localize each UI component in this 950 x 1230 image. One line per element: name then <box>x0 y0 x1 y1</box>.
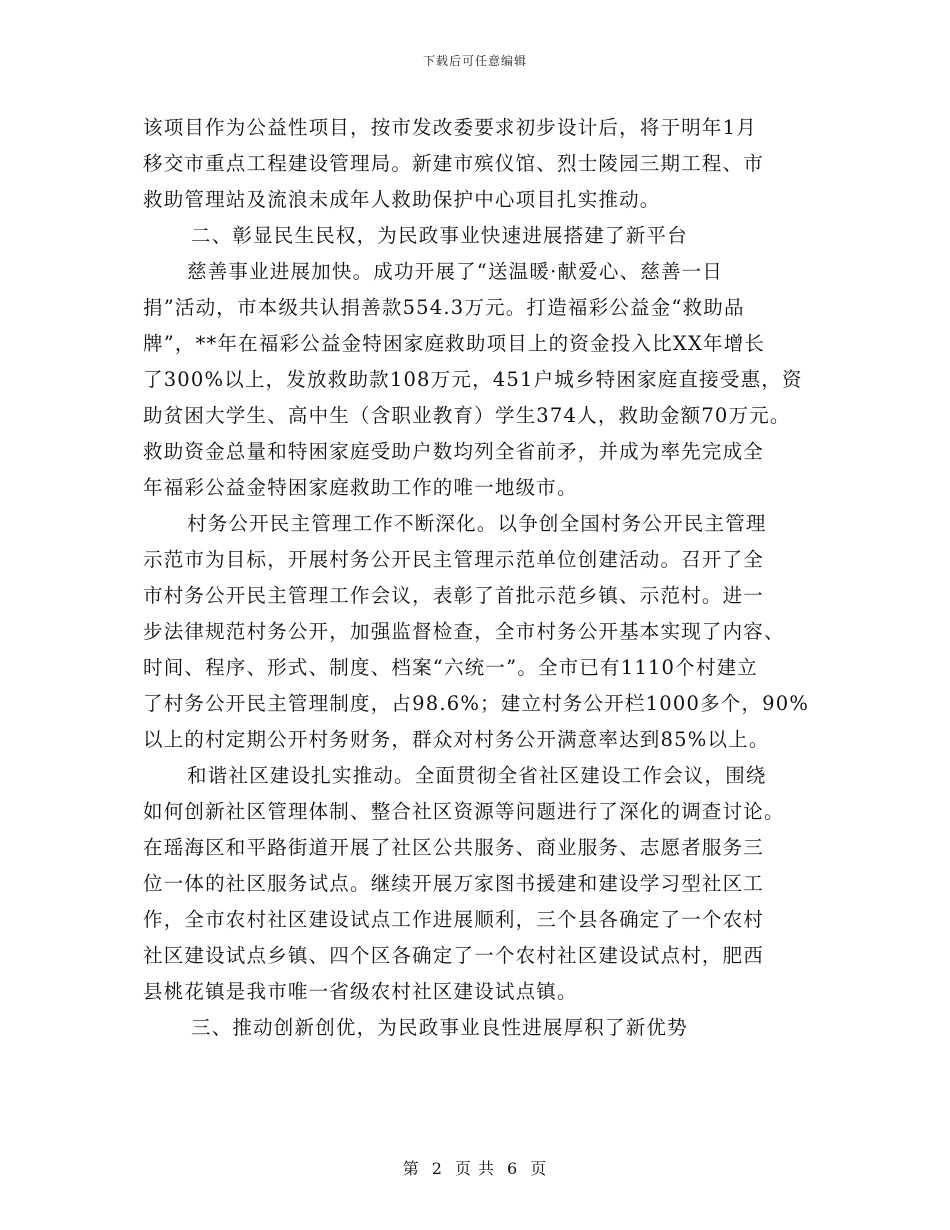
text-line: 社区建设试点乡镇、四个区各确定了一个农村社区建设试点村，肥西 <box>143 944 765 967</box>
page-header: 下载后可任意编辑 <box>422 54 527 68</box>
text-line: 以上的村定期公开村务财务，群众对村务公开满意率达到85%以上。 <box>143 728 770 751</box>
footer-middle: 页 共 <box>454 1159 496 1178</box>
text-line: 救助管理站及流浪未成年人救助保护中心项目扎实推动。 <box>143 188 661 211</box>
footer-total-pages: 6 <box>507 1159 519 1178</box>
text-line: 时间、程序、形式、制度、档案“六统一”。全市已有1110个村建立 <box>143 656 758 679</box>
text-line: 位一体的社区服务试点。继续开展万家图书援建和建设学习型社区工 <box>143 872 765 895</box>
text-line: 在瑶海区和平路街道开展了社区公共服务、商业服务、志愿者服务三 <box>143 836 765 859</box>
text-line: 移交市重点工程建设管理局。新建市殡仪馆、烈士陵园三期工程、市 <box>143 152 765 175</box>
text-line: 县桃花镇是我市唯一省级农村社区建设试点镇。 <box>143 980 578 1003</box>
paragraph-first-line: 和谐社区建设扎实推动。全面贯彻全省社区建设工作会议，围绕 <box>187 764 767 787</box>
page-footer <box>0 1156 950 1179</box>
footer-prefix: 第 <box>402 1159 420 1178</box>
text-line: 助贫困大学生、高中生（含职业教育）学生374人，救助金额70万元。 <box>143 404 791 427</box>
text-line: 如何创新社区管理体制、整合社区资源等问题进行了深化的调查讨论。 <box>143 800 785 823</box>
text-line: 示范市为目标，开展村务公开民主管理示范单位创建活动。召开了全 <box>143 548 765 571</box>
text-line: 了村务公开民主管理制度，占98.6%；建立村务公开栏1000多个，90% <box>143 692 810 715</box>
footer-suffix: 页 <box>530 1159 548 1178</box>
text-line: 作，全市农村社区建设试点工作进展顺利，三个县各确定了一个农村 <box>143 908 765 931</box>
text-line: 步法律规范村务公开，加强监督检查，全市村务公开基本实现了内容、 <box>143 620 785 643</box>
text-line: 了300%以上，发放救助款108万元，451户城乡特困家庭直接受惠，资 <box>143 368 803 391</box>
document-body <box>143 110 823 1046</box>
text-line: 市村务公开民主管理工作会议，表彰了首批示范乡镇、示范村。进一 <box>143 584 765 607</box>
text-line: 捐”活动，市本级共认捐善款554.3万元。打造福彩公益金“救助品 <box>143 296 745 319</box>
text-line: 年福彩公益金特困家庭救助工作的唯一地级市。 <box>143 476 578 499</box>
paragraph-first-line: 村务公开民主管理工作不断深化。以争创全国村务公开民主管理 <box>187 512 767 535</box>
text-line: 该项目作为公益性项目，按市发改委要求初步设计后，将于明年1月 <box>143 116 757 139</box>
text-line: 救助资金总量和特困家庭受助户数均列全省前矛，并成为率先完成全 <box>143 440 765 463</box>
section-heading: 二、彰显民生民权，为民政事业快速进展搭建了新平台 <box>191 224 688 247</box>
section-heading: 三、推动创新创优，为民政事业良性进展厚积了新优势 <box>191 1016 688 1039</box>
footer-current-page: 2 <box>431 1159 443 1178</box>
text-line: 牌”，**年在福彩公益金特困家庭救助项目上的资金投入比XX年增长 <box>143 332 766 355</box>
paragraph-first-line: 慈善事业进展加快。成功开展了“送温暖·献爱心、慈善一日 <box>187 260 724 283</box>
